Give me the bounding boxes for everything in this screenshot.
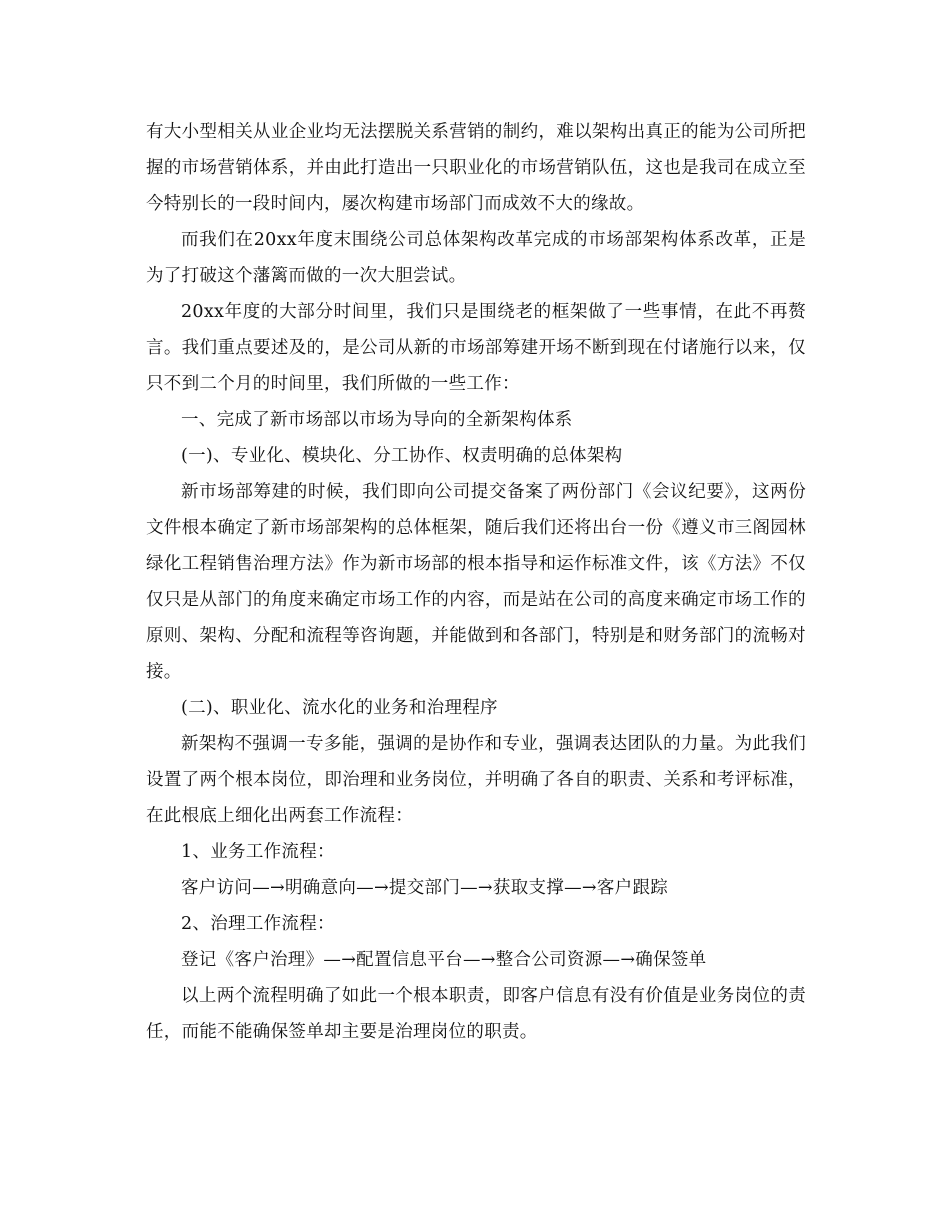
subsection-heading-1: (一)、专业化、模块化、分工协作、权责明确的总体架构 [181,446,623,466]
section-heading-1: 一、完成了新市场部以市场为导向的全新架构体系 [181,410,573,430]
workflow-heading-management: 2、治理工作流程： [181,914,335,934]
paragraph-framework: 新市场部筹建的时候，我们即向公司提交备案了两份部门《会议纪要》，这两份文件根本确定了新市场部架构的总体框架，随后我们还将出台一份《遵义市三阁园林绿化工程销售治理方法》作为新市场部的根本指导和运作标准文件，该《方法》不仅仅只是从部门的角度来确定市场工作的内容，而是站在公司的高度来确定市场工作的原则、架构、分配和流程等咨询题，并能做到和各部门，特别是和财务部门的流畅对接。 [146,482,806,682]
workflow-heading-business: 1、业务工作流程： [181,842,335,862]
workflow-management-steps: 登记《客户治理》—→配置信息平台—→整合公司资源—→确保签单 [181,950,707,970]
paragraph-continuation: 有大小型相关从业企业均无法摆脱关系营销的制约，难以架构出真正的能为公司所把握的市场营销体系，并由此打造出一只职业化的市场营销队伍，这也是我司在成立至今特别长的一段时间内，屡次构建市场部门而成效不大的缘故。 [146,122,806,214]
paragraph-positions: 新架构不强调一专多能，强调的是协作和专业，强调表达团队的力量。为此我们设置了两个根本岗位，即治理和业务岗位，并明确了各自的职责、关系和考评标准，在此根底上细化出两套工作流程： [146,734,806,826]
subsection-heading-2: (二)、职业化、流水化的业务和治理程序 [181,698,498,718]
paragraph-restructure-attempt: 而我们在20xx年度末围绕公司总体架构改革完成的市场部架构体系改革，正是为了打破这个藩篱而做的一次大胆尝试。 [146,230,806,286]
workflow-business-steps: 客户访问—→明确意向—→提交部门—→获取支撑—→客户跟踪 [181,878,669,898]
paragraph-responsibilities: 以上两个流程明确了如此一个根本职责，即客户信息有没有价值是业务岗位的责任，而能不能确保签单却主要是治理岗位的职责。 [146,986,806,1042]
paragraph-year-review: 20xx年度的大部分时间里，我们只是围绕老的框架做了一些事情，在此不再赘言。我们重点要述及的，是公司从新的市场部筹建开场不断到现在付诸施行以来，仅只不到二个月的时间里，我们所做的一些工作： [146,302,806,394]
document-body [146,114,806,1050]
